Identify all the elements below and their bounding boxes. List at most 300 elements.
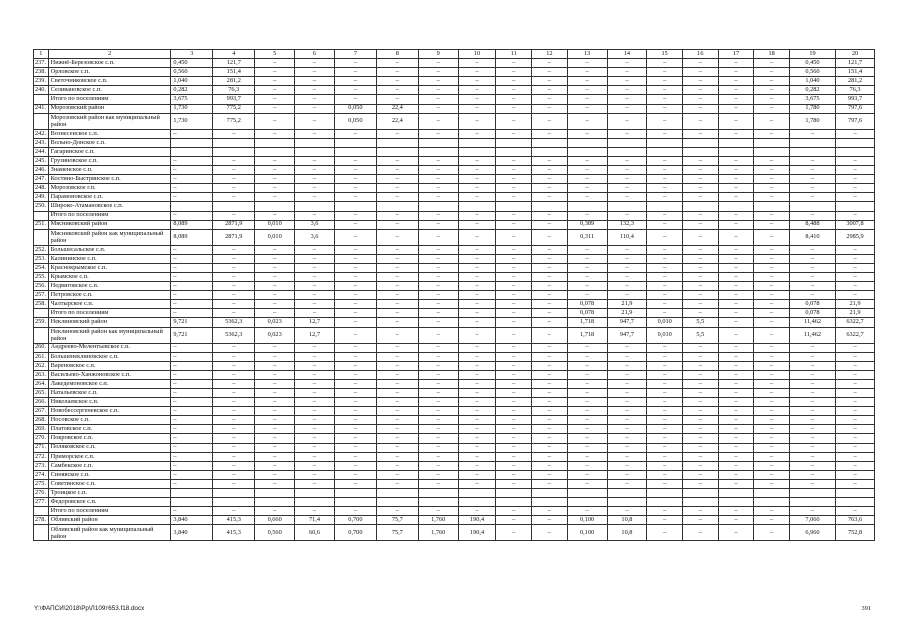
table-cell: – (295, 300, 335, 309)
row-number: 251. (34, 220, 49, 229)
table-cell (683, 147, 719, 156)
table-row (34, 220, 875, 229)
row-name: Носовское с.п. (48, 416, 171, 425)
table-cell: – (171, 211, 213, 220)
table-cell: – (213, 282, 255, 291)
table-cell: – (532, 77, 568, 86)
row-name: Мясниковский район как муниципальный район (48, 229, 171, 245)
table-cell: – (334, 461, 376, 470)
table-cell (213, 147, 255, 156)
table-cell: – (567, 461, 607, 470)
table-cell: – (458, 416, 496, 425)
table-cell: – (295, 379, 335, 388)
row-name: Вольно-Донское с.п. (48, 138, 171, 147)
table-cell: – (496, 398, 532, 407)
table-cell: – (647, 525, 683, 541)
row-name: Вознесенское с.п. (48, 129, 171, 138)
table-cell: – (213, 425, 255, 434)
table-cell: – (213, 434, 255, 443)
table-cell: – (718, 318, 754, 327)
table-row (34, 300, 875, 309)
table-cell: – (496, 95, 532, 104)
table-cell: – (334, 425, 376, 434)
column-header: 2 (48, 50, 171, 59)
table-cell: – (458, 263, 496, 272)
table-cell: 12,7 (295, 318, 335, 327)
table-cell: – (496, 343, 532, 352)
table-cell: – (718, 129, 754, 138)
row-name: Обливский район (48, 516, 171, 525)
table-cell: – (683, 95, 719, 104)
table-cell: – (532, 291, 568, 300)
table-cell: – (295, 507, 335, 516)
table-cell: – (607, 507, 647, 516)
table-cell (255, 498, 295, 507)
table-cell: – (295, 343, 335, 352)
table-cell: – (255, 129, 295, 138)
table-cell: – (213, 211, 255, 220)
row-name: Платовское с.п. (48, 425, 171, 434)
table-cell: – (836, 193, 875, 202)
table-cell: – (683, 309, 719, 318)
table-cell: – (213, 254, 255, 263)
table-cell: – (458, 300, 496, 309)
table-cell: – (213, 263, 255, 272)
table-cell (532, 138, 568, 147)
table-cell: – (334, 389, 376, 398)
table-row (34, 416, 875, 425)
table-cell: – (532, 68, 568, 77)
row-number: 269. (34, 425, 49, 434)
table-cell: – (418, 77, 458, 86)
table-cell: – (496, 309, 532, 318)
table-cell: – (255, 282, 295, 291)
table-cell: – (607, 175, 647, 184)
table-cell: – (171, 300, 213, 309)
table-cell: – (295, 443, 335, 452)
table-cell: – (754, 104, 790, 113)
table-cell: – (334, 156, 376, 165)
table-cell: 0,023 (255, 318, 295, 327)
table-cell: – (376, 254, 418, 263)
table-cell: 132,3 (607, 220, 647, 229)
table-cell: – (418, 443, 458, 452)
row-name: Большенеклиновское с.п. (48, 352, 171, 361)
table-cell: – (532, 327, 568, 343)
table-cell: – (171, 166, 213, 175)
table-cell: – (334, 470, 376, 479)
row-number: 239. (34, 77, 49, 86)
table-cell: – (458, 398, 496, 407)
table-cell: – (295, 95, 335, 104)
table-cell: – (789, 193, 835, 202)
table-cell: – (754, 166, 790, 175)
table-cell: – (171, 175, 213, 184)
table-cell: – (458, 479, 496, 488)
row-name: Обливский район как муниципальный район (48, 525, 171, 541)
table-cell: – (458, 443, 496, 452)
table-cell: 0,700 (334, 525, 376, 541)
table-cell: – (754, 461, 790, 470)
table-cell: – (458, 361, 496, 370)
table-cell: – (754, 229, 790, 245)
table-cell: – (171, 461, 213, 470)
table-cell: – (255, 254, 295, 263)
table-cell: – (295, 263, 335, 272)
table-cell: – (718, 327, 754, 343)
table-cell: – (607, 211, 647, 220)
table-cell: – (683, 379, 719, 388)
table-cell: – (295, 370, 335, 379)
table-cell (836, 489, 875, 498)
table-cell: – (754, 68, 790, 77)
table-row (34, 86, 875, 95)
table-cell: – (647, 407, 683, 416)
table-cell: – (718, 352, 754, 361)
table-cell (171, 202, 213, 211)
row-number: 257. (34, 291, 49, 300)
table-cell: – (754, 309, 790, 318)
table-cell (754, 202, 790, 211)
table-cell: – (295, 461, 335, 470)
table-cell: 775,2 (213, 104, 255, 113)
table-cell: – (683, 398, 719, 407)
table-cell: – (334, 245, 376, 254)
table-cell: – (376, 389, 418, 398)
table-cell: – (496, 525, 532, 541)
table-cell: – (607, 166, 647, 175)
table-cell: – (418, 461, 458, 470)
table-cell: – (647, 352, 683, 361)
table-cell: – (496, 300, 532, 309)
table-cell: – (255, 166, 295, 175)
table-cell: – (532, 507, 568, 516)
table-cell: – (334, 263, 376, 272)
row-name: Крымское с.п. (48, 272, 171, 281)
row-number: 266. (34, 398, 49, 407)
table-cell: – (567, 272, 607, 281)
table-cell: 0,023 (255, 327, 295, 343)
table-cell: – (754, 452, 790, 461)
table-cell: – (718, 398, 754, 407)
table-cell: 151,4 (836, 68, 875, 77)
table-cell: – (418, 361, 458, 370)
table-cell: – (532, 166, 568, 175)
table-cell: – (496, 272, 532, 281)
table-cell: – (334, 398, 376, 407)
table-cell: – (255, 77, 295, 86)
table-cell: 110,4 (607, 229, 647, 245)
table-row (34, 113, 875, 129)
table-cell: – (213, 343, 255, 352)
table-cell (683, 138, 719, 147)
table-cell: – (683, 166, 719, 175)
column-header: 13 (567, 50, 607, 59)
table-cell: – (255, 86, 295, 95)
table-cell: 0,050 (334, 113, 376, 129)
table-cell: – (718, 68, 754, 77)
table-cell: – (567, 425, 607, 434)
table-cell: 0,282 (789, 86, 835, 95)
table-cell: – (836, 452, 875, 461)
table-cell: – (376, 407, 418, 416)
table-cell: 6,960 (789, 525, 835, 541)
table-cell: – (647, 370, 683, 379)
table-cell: – (213, 129, 255, 138)
table-cell (836, 202, 875, 211)
row-name: Костино-Быстрянское с.п. (48, 175, 171, 184)
table-row (34, 202, 875, 211)
table-cell: – (334, 166, 376, 175)
table-cell: – (754, 184, 790, 193)
table-cell (334, 489, 376, 498)
row-number: 245. (34, 156, 49, 165)
table-cell: – (295, 425, 335, 434)
row-number: 248. (34, 184, 49, 193)
table-cell: – (718, 379, 754, 388)
table-cell: – (171, 389, 213, 398)
table-cell: – (213, 184, 255, 193)
table-row (34, 370, 875, 379)
table-cell: – (718, 77, 754, 86)
table-cell: – (789, 461, 835, 470)
table-cell: 6322,7 (836, 318, 875, 327)
table-cell: – (255, 398, 295, 407)
table-cell: – (683, 59, 719, 68)
table-cell: – (683, 68, 719, 77)
table-cell: – (836, 166, 875, 175)
table-cell: – (334, 272, 376, 281)
table-cell: – (496, 113, 532, 129)
table-cell (213, 498, 255, 507)
table-cell (789, 138, 835, 147)
table-cell: – (334, 407, 376, 416)
table-cell: 76,3 (836, 86, 875, 95)
table-cell: – (647, 211, 683, 220)
table-cell (647, 147, 683, 156)
table-cell: – (295, 77, 335, 86)
table-cell: – (171, 193, 213, 202)
table-cell: 0,100 (567, 525, 607, 541)
table-cell: – (458, 272, 496, 281)
table-cell: – (255, 361, 295, 370)
table-cell: – (458, 309, 496, 318)
table-cell: – (836, 254, 875, 263)
table-cell: – (334, 443, 376, 452)
table-cell: – (458, 407, 496, 416)
table-row (34, 309, 875, 318)
row-name: Итого по поселениям (48, 95, 171, 104)
table-cell: – (532, 479, 568, 488)
table-cell: – (213, 361, 255, 370)
table-cell: 71,4 (295, 516, 335, 525)
table-cell: – (496, 327, 532, 343)
table-cell: – (376, 129, 418, 138)
table-cell: – (754, 479, 790, 488)
table-cell (213, 138, 255, 147)
table-cell: – (683, 434, 719, 443)
table-cell (718, 138, 754, 147)
table-cell: – (532, 193, 568, 202)
table-cell: – (255, 434, 295, 443)
table-cell: 0,389 (567, 220, 607, 229)
table-cell: – (567, 479, 607, 488)
table-cell (255, 147, 295, 156)
table-cell: – (718, 361, 754, 370)
table-cell: – (255, 309, 295, 318)
row-name: Васильево-Ханжоновское с.п. (48, 370, 171, 379)
table-cell: – (496, 104, 532, 113)
table-row (34, 184, 875, 193)
table-cell: – (295, 479, 335, 488)
table-cell: – (213, 507, 255, 516)
table-cell: – (754, 434, 790, 443)
table-cell: – (376, 193, 418, 202)
column-header: 14 (607, 50, 647, 59)
table-cell: – (607, 193, 647, 202)
table-cell: – (754, 129, 790, 138)
table-cell: – (171, 416, 213, 425)
row-number: 255. (34, 272, 49, 281)
table-cell: – (683, 300, 719, 309)
table-cell: 3007,8 (836, 220, 875, 229)
table-cell: 0,660 (255, 516, 295, 525)
table-cell: – (789, 398, 835, 407)
table-cell: – (496, 245, 532, 254)
row-number: 242. (34, 129, 49, 138)
table-cell: – (754, 361, 790, 370)
table-cell: – (532, 461, 568, 470)
table-cell: – (607, 129, 647, 138)
table-cell: – (718, 434, 754, 443)
table-cell: 21,9 (607, 300, 647, 309)
row-name: Андреево-Мелентьевское с.п. (48, 343, 171, 352)
row-name: Лакедемоновское с.п. (48, 379, 171, 388)
table-cell: – (418, 254, 458, 263)
table-row (34, 452, 875, 461)
table-cell: – (213, 389, 255, 398)
table-cell: – (418, 263, 458, 272)
table-cell (789, 202, 835, 211)
table-cell: – (255, 352, 295, 361)
table-cell: – (255, 156, 295, 165)
table-cell: 8,488 (789, 220, 835, 229)
table-cell: 281,2 (213, 77, 255, 86)
table-cell: – (532, 352, 568, 361)
table-row (34, 489, 875, 498)
table-cell: – (334, 68, 376, 77)
table-cell: – (418, 327, 458, 343)
table-cell: – (836, 370, 875, 379)
table-cell: 12,7 (295, 327, 335, 343)
table-cell: – (567, 166, 607, 175)
column-header: 9 (418, 50, 458, 59)
table-cell: – (295, 361, 335, 370)
table-cell: 10,8 (607, 525, 647, 541)
table-cell (607, 498, 647, 507)
table-cell: – (334, 434, 376, 443)
table-cell: – (376, 220, 418, 229)
table-cell: – (789, 156, 835, 165)
table-cell: – (376, 211, 418, 220)
table-cell: – (418, 398, 458, 407)
table-cell: – (171, 425, 213, 434)
table-row (34, 68, 875, 77)
table-cell: – (718, 507, 754, 516)
table-cell: – (683, 461, 719, 470)
table-cell: – (754, 516, 790, 525)
table-cell: – (532, 370, 568, 379)
row-name: Чалтырское с.п. (48, 300, 171, 309)
table-cell (496, 489, 532, 498)
table-cell: – (789, 245, 835, 254)
table-cell: – (376, 434, 418, 443)
row-name: Знаменское с.п. (48, 166, 171, 175)
table-cell: – (376, 166, 418, 175)
table-cell: – (836, 175, 875, 184)
table-cell: – (458, 68, 496, 77)
table-cell: – (718, 156, 754, 165)
table-cell: – (718, 184, 754, 193)
table-cell: – (607, 254, 647, 263)
table-cell (647, 498, 683, 507)
table-cell: – (532, 113, 568, 129)
row-name: Итого по поселениям (48, 211, 171, 220)
table-cell (171, 138, 213, 147)
table-cell: – (418, 211, 458, 220)
row-number: 265. (34, 389, 49, 398)
table-cell: – (295, 211, 335, 220)
table-cell: 1,780 (789, 113, 835, 129)
table-cell: 21,9 (836, 300, 875, 309)
row-number: 262. (34, 361, 49, 370)
table-cell: – (647, 175, 683, 184)
table-cell: – (532, 443, 568, 452)
table-cell: – (255, 507, 295, 516)
table-cell: – (376, 175, 418, 184)
table-cell: – (255, 245, 295, 254)
row-name: Николаевское с.п. (48, 398, 171, 407)
table-cell: – (171, 379, 213, 388)
table-cell: – (496, 184, 532, 193)
table-cell: – (458, 470, 496, 479)
table-cell: – (754, 282, 790, 291)
table-cell: – (532, 282, 568, 291)
table-cell: 6322,7 (836, 327, 875, 343)
table-cell: – (418, 389, 458, 398)
table-cell: 0,078 (789, 300, 835, 309)
table-cell: 190,4 (458, 525, 496, 541)
page-number: 391 (861, 605, 871, 612)
table-cell: – (213, 398, 255, 407)
table-cell: – (607, 425, 647, 434)
table-cell: – (171, 263, 213, 272)
table-cell: – (754, 245, 790, 254)
table-cell: 0,560 (789, 68, 835, 77)
table-cell: – (607, 77, 647, 86)
table-cell: – (789, 443, 835, 452)
table-cell: – (607, 434, 647, 443)
table-cell: – (683, 104, 719, 113)
row-number (34, 229, 49, 245)
table-cell: – (255, 479, 295, 488)
table-cell: 797,6 (836, 104, 875, 113)
table-cell: – (647, 416, 683, 425)
table-cell: 415,3 (213, 516, 255, 525)
table-cell: 5,5 (683, 327, 719, 343)
table-cell: – (567, 434, 607, 443)
row-name: Морозовский район как муниципальный район (48, 113, 171, 129)
